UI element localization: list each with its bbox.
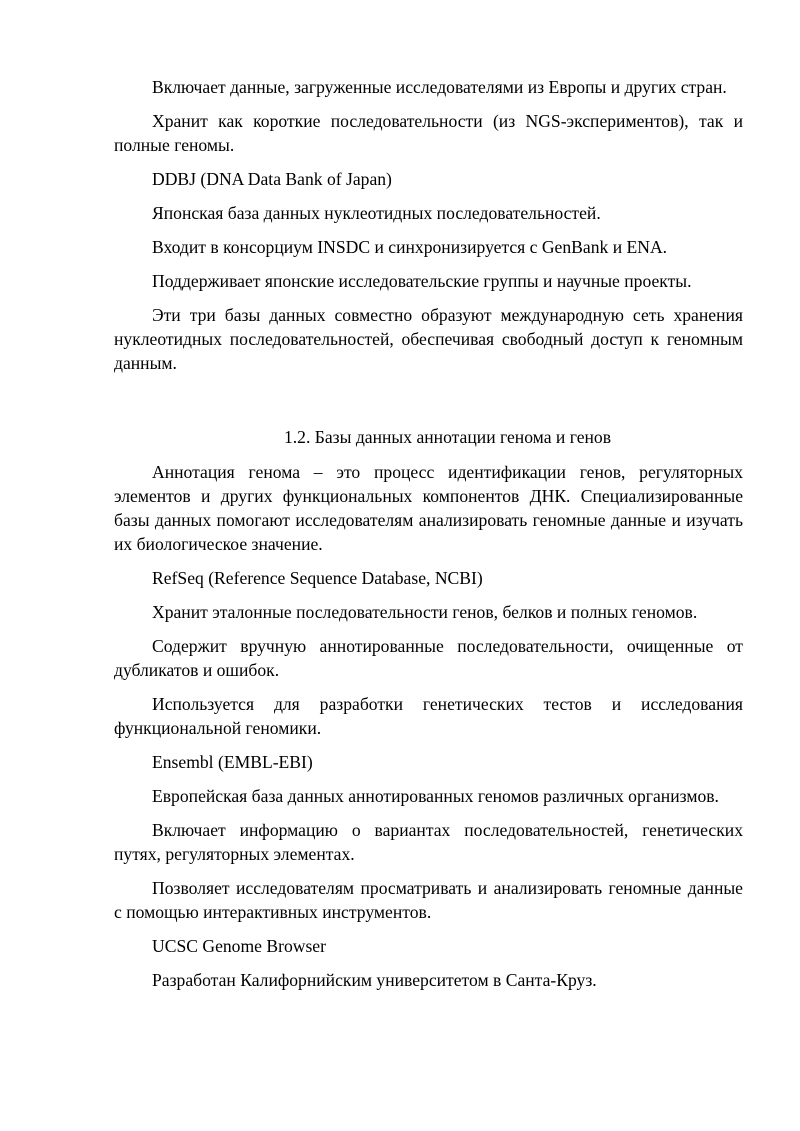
paragraph-refseq-title: RefSeq (Reference Sequence Database, NCBI) [152,568,483,588]
paragraph-refseq-curated: Содержит вручную аннотированные последовательности, очищенные от дубликатов и ошибок. [114,636,743,680]
paragraph-europe-data: Включает данные, загруженные исследователями из Европы и других стран. [152,77,727,97]
paragraph-refseq-usage: Используется для разработки генетических тестов и исследования функциональной геномики. [114,694,743,738]
paragraph-ensembl-description: Европейская база данных аннотированных геномов различных организмов. [152,786,719,806]
paragraph-ddbj-japanese-db: Японская база данных нуклеотидных последовательностей. [152,203,601,223]
paragraph-ddbj-research-groups: Поддерживает японские исследовательские группы и научные проекты. [152,271,692,291]
paragraph-ensembl-variants: Включает информацию о вариантах последовательностей, генетических путях, регуляторных элементах. [114,820,743,864]
paragraph-refseq-reference: Хранит эталонные последовательности генов, белков и полных геномов. [152,602,698,622]
paragraph-ucsc-title: UCSC Genome Browser [152,936,326,956]
paragraph-ucsc-developer: Разработан Калифорнийским университетом в Санта-Круз. [152,970,597,990]
paragraph-three-databases-summary: Эти три базы данных совместно образуют международную сеть хранения нуклеотидных последовательностей, обеспечивая свободный доступ к геномным данным. [114,305,743,373]
paragraph-ngs-sequences: Хранит как короткие последовательности (из NGS-экспериментов), так и полные геномы. [114,111,743,155]
section-heading: 1.2. Базы данных аннотации генома и генов [283,427,612,447]
paragraph-ddbj-title: DDBJ (DNA Data Bank of Japan) [152,169,392,189]
paragraph-ensembl-tools: Позволяет исследователям просматривать и анализировать геномные данные с помощью интерактивных инструментов. [114,878,743,922]
paragraph-ensembl-title: Ensembl (EMBL-EBI) [152,752,313,772]
paragraph-ddbj-insdc: Входит в консорциум INSDC и синхронизируется с GenBank и ENA. [152,237,668,257]
paragraph-genome-annotation-intro: Аннотация генома – это процесс идентификации генов, регуляторных элементов и других функциональных компонентов ДНК. Специализированные базы данных помогают исследователям анализировать геномные данные и изучать их биологическое значение. [114,462,743,554]
